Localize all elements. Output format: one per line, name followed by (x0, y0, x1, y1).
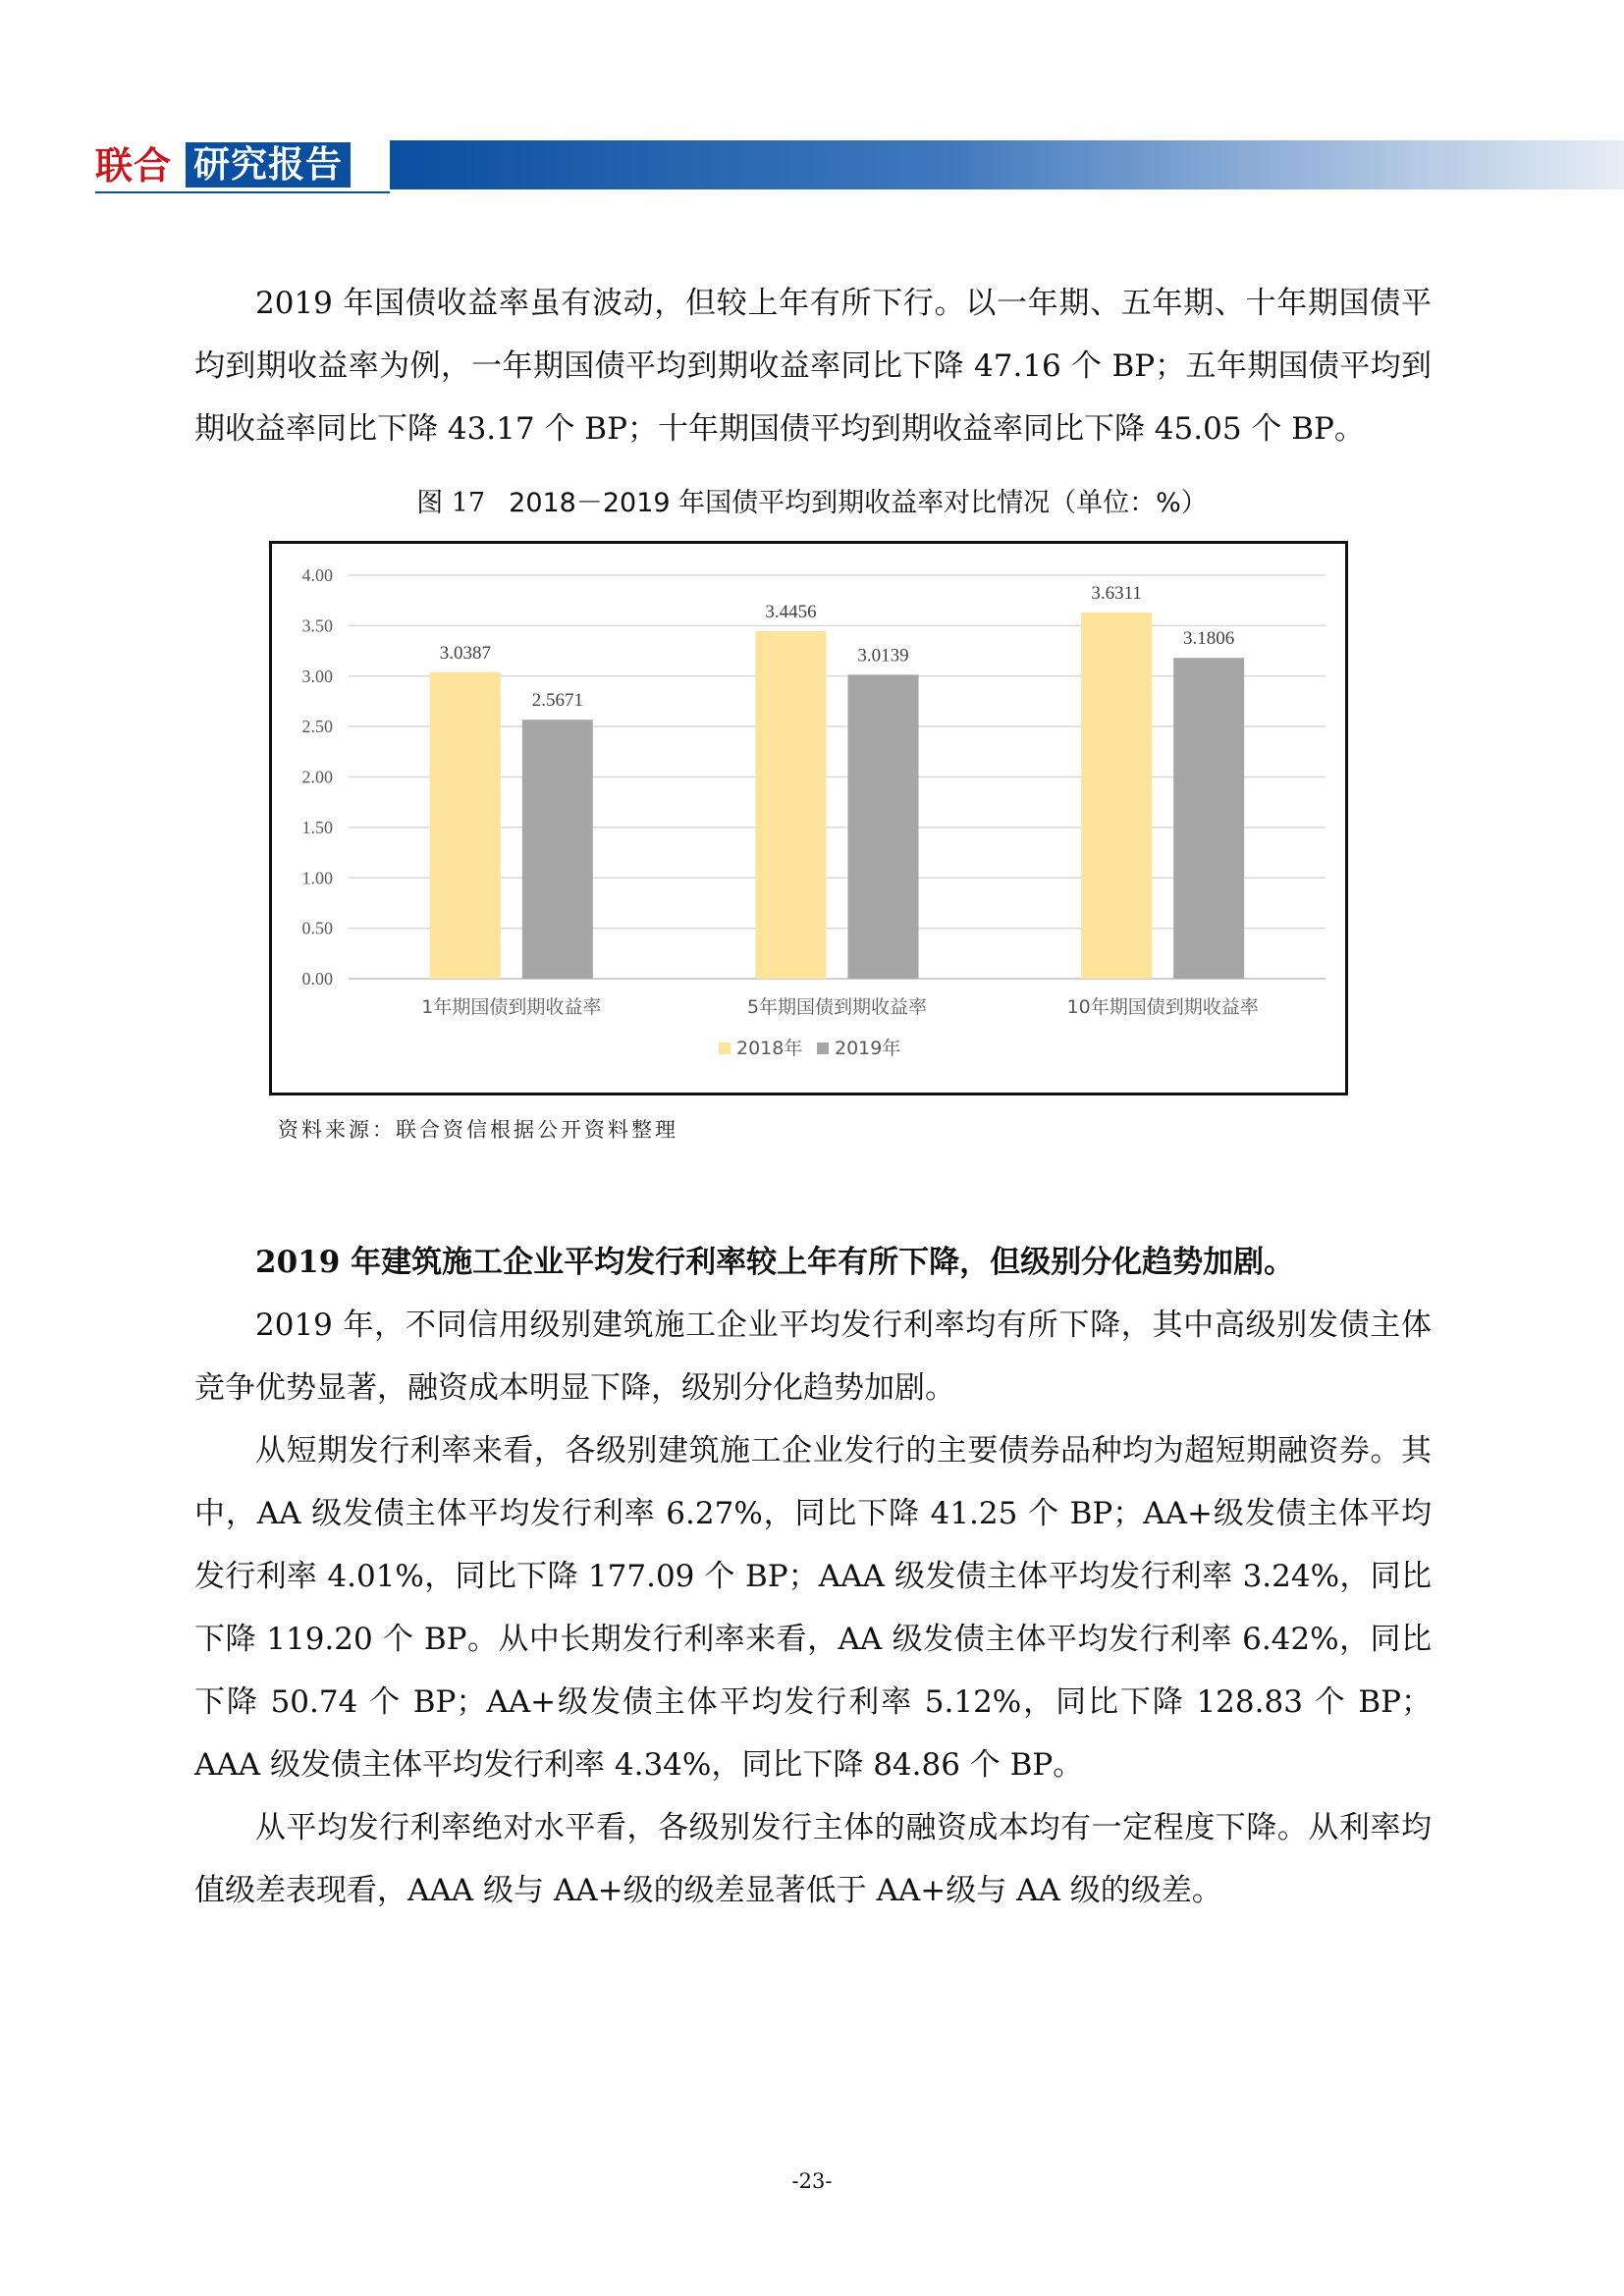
bar (756, 631, 827, 979)
y-tick-label: 1.00 (301, 868, 333, 888)
x-category-label: 10年期国债到期收益率 (1066, 996, 1259, 1018)
bar-chart (269, 541, 1348, 1095)
bar (1081, 613, 1152, 979)
legend-swatch (719, 1042, 731, 1054)
data-label: 3.4456 (765, 601, 817, 622)
header-gradient-bar (390, 140, 1624, 189)
figure-caption (0, 484, 1624, 523)
data-label: 3.0139 (857, 645, 909, 667)
figure-number: 图 17 (416, 488, 486, 518)
x-category-label: 5年期国债到期收益率 (746, 996, 928, 1018)
figure-source: 资料来源：联合资信根据公开资料整理 (278, 1118, 678, 1142)
bar (430, 672, 501, 979)
data-label: 2.5671 (531, 690, 583, 712)
y-tick-label: 3.50 (301, 615, 333, 636)
figure-title: 2018－2019 年国债平均到期收益率对比情况（单位：%） (509, 488, 1208, 518)
data-label: 3.1806 (1183, 628, 1235, 650)
data-label: 3.0387 (439, 642, 491, 664)
data-label: 3.6311 (1091, 582, 1142, 604)
brand-subtitle: 研究报告 (186, 142, 351, 187)
x-category-label: 1年期国债到期收益率 (421, 996, 602, 1018)
page-number: -23- (791, 2169, 833, 2193)
bar (848, 674, 919, 979)
paragraph-treasury-yield: 2019 年国债收益率虽有波动，但较上年有所下行。以一年期、五年期、十年期国债平均到期收益率为例，一年期国债平均到期收益率同比下降 47.16 个 BP；五年期国债平均到期收益率同比下降 43.17 个 BP；十年期国债平均到期收益率同比下降 45.05 个 BP。 (194, 286, 1432, 447)
paragraph-short-long-rates: 从短期发行利率来看，各级别建筑施工企业发行的主要债券品种均为超短期融资券。其中，AA 级发债主体平均发行利率 6.27%，同比下降 41.25 个 BP；AA+级发债主体平均发行利率 4.01%，同比下降 177.09 个 BP；AAA 级发债主体平均发行利率 3.24%，同比下降 119.20 个 BP。从中长期发行利率来看，AA 级发债主体平均发行利率 6.42%，同比下降 50.74 个 BP；AA+级发债主体平均发行利率 5.12%，同比下降 128.83 个 BP；AAA 级发债主体平均发行利率 4.34%，同比下降 84.86 个 BP。 (194, 1433, 1432, 1783)
report-header (95, 140, 1624, 191)
bar-chart-svg (272, 544, 1345, 1093)
y-tick-label: 2.50 (301, 717, 333, 737)
y-tick-label: 1.50 (301, 817, 333, 837)
y-tick-label: 4.00 (301, 565, 333, 585)
paragraph-rate-spread: 从平均发行利率绝对水平看，各级别发行主体的融资成本均有一定程度下降。从利率均值级差表现看，AAA 级与 AA+级的级差显著低于 AA+级与 AA 级的级差。 (194, 1810, 1432, 1908)
y-tick-label: 0.00 (301, 969, 333, 988)
bar (522, 720, 593, 979)
legend-label: 2019年 (835, 1038, 901, 1059)
section-heading: 2019 年建筑施工企业平均发行利率较上年有所下降，但级别分化趋势加剧。 (255, 1245, 1295, 1280)
paragraph-issuance-rate: 2019 年，不同信用级别建筑施工企业平均发行利率均有所下降，其中高级别发债主体竞争优势显著，融资成本明显下降，级别分化趋势加剧。 (194, 1308, 1432, 1406)
brand-name: 联合 (95, 144, 173, 187)
y-tick-label: 0.50 (301, 918, 333, 938)
y-tick-label: 3.00 (301, 666, 333, 686)
legend-swatch (817, 1042, 829, 1054)
y-tick-label: 2.00 (301, 767, 333, 787)
legend-label: 2018年 (736, 1038, 803, 1059)
bar (1173, 658, 1244, 979)
header-underline (95, 191, 390, 193)
